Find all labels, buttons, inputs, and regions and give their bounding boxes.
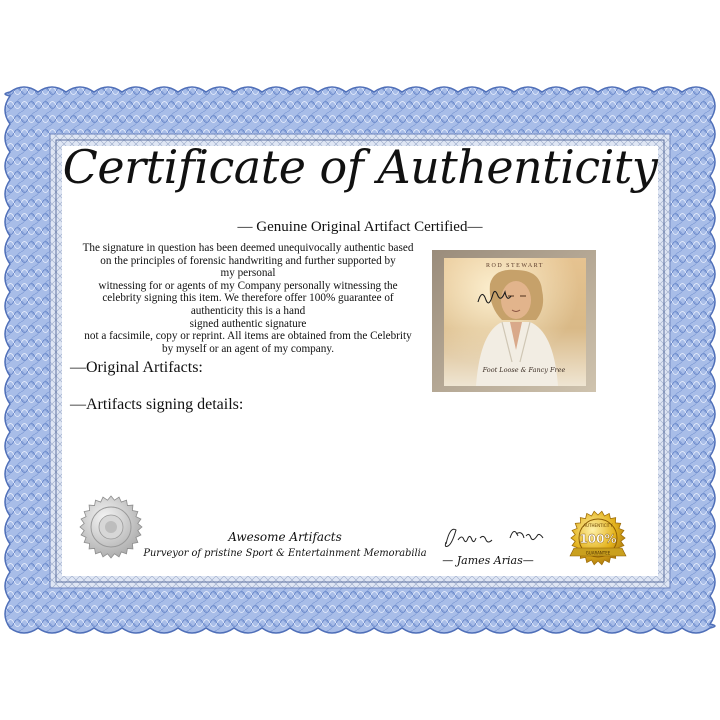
- company-name: Awesome Artifacts: [228, 530, 342, 544]
- signer-name: — James Arias—: [442, 554, 534, 567]
- authenticity-seal-left: [78, 494, 144, 560]
- guarantee-percent: 100%: [579, 532, 617, 546]
- album-title-label: Foot Loose & Fancy Free: [482, 366, 566, 374]
- statement-line: my personal: [220, 267, 276, 280]
- certificate-title: Certificate of Authenticity: [62, 140, 658, 194]
- statement-line: authenticity this is a hand: [190, 304, 306, 317]
- statement-line: on the principles of forensic handwriting and further supported by: [100, 254, 396, 267]
- statement-line: witnessing for or agents of my Company personally witnessing the: [98, 279, 398, 292]
- artifact-photo: [432, 250, 596, 392]
- guarantee-seal: [566, 508, 630, 572]
- statement-line: The signature in question has been deemed unequivocally authentic based: [82, 242, 414, 254]
- guarantee-bottom-text: GUARANTEE: [585, 550, 611, 556]
- statement-line: celebrity signing this item. We therefore offer 100% guarantee of: [102, 292, 394, 305]
- statement-line: not a facsimile, copy or reprint. All items are obtained from the Celebrity: [84, 330, 412, 343]
- company-tagline: Purveyor of pristine Sport & Entertainment Memorabilia: [143, 548, 427, 559]
- guarantee-top-text: AUTHENTICITY: [583, 523, 613, 528]
- issuer-block: [140, 530, 430, 559]
- statement-line: signed authentic signature: [189, 317, 307, 330]
- statement-line: by myself or an agent of my company.: [161, 342, 334, 355]
- signer-signature: [440, 522, 552, 554]
- signing-details-field: —Artifacts signing details:: [70, 396, 244, 413]
- certificate-subtitle: — Genuine Original Artifact Certified—: [237, 219, 483, 235]
- certificate-statement: [70, 242, 426, 355]
- album-artist-label: ROD STEWART: [486, 263, 544, 269]
- figure-face: [501, 281, 531, 319]
- original-artifacts-field: —Original Artifacts:: [70, 359, 203, 376]
